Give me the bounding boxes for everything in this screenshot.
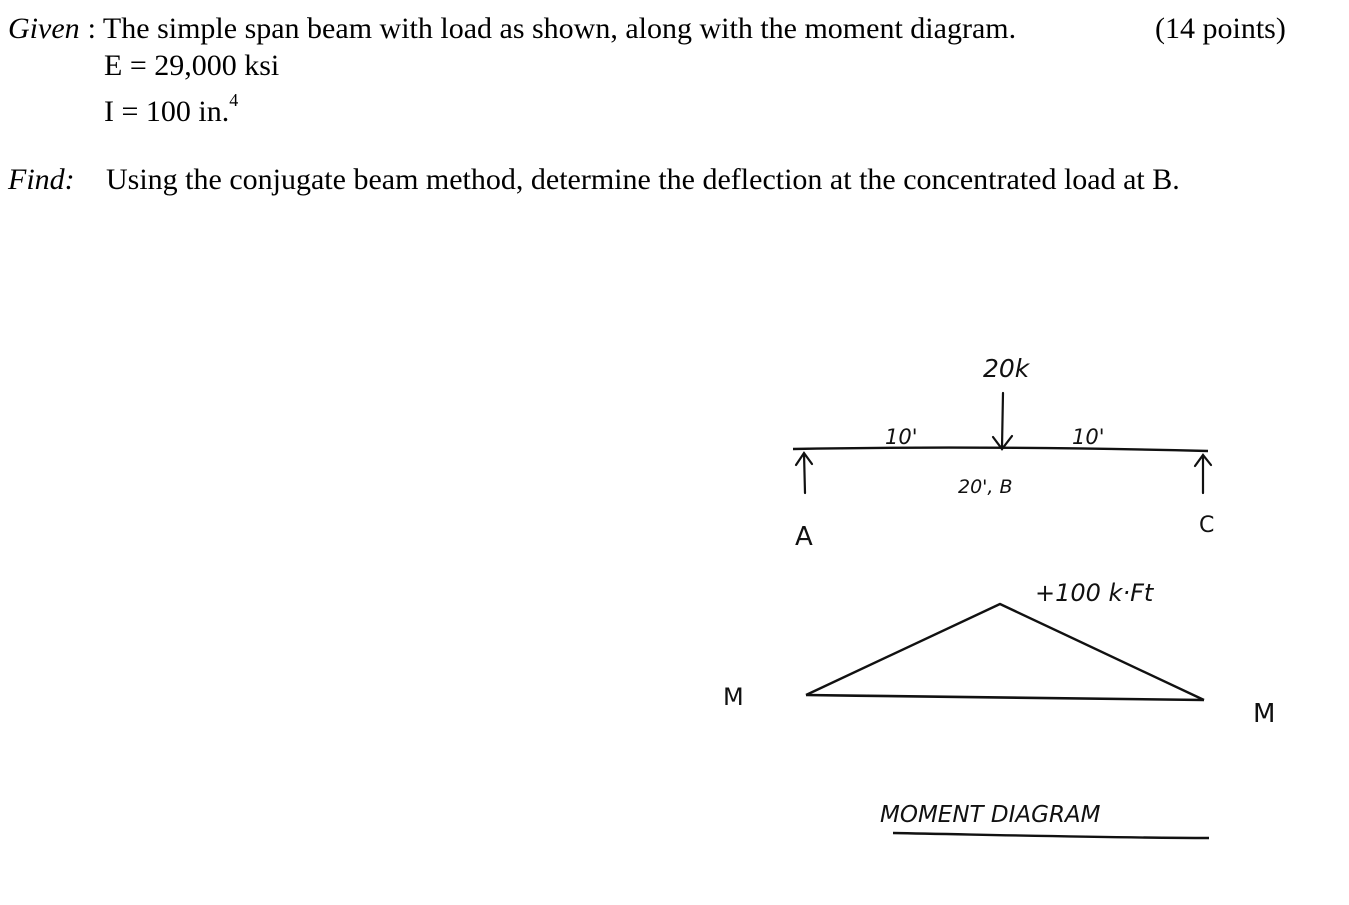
find-text: Using the conjugate beam method, determine the deflection at the concentrated load at B. bbox=[106, 163, 1180, 196]
inertia-value: I = 100 in. bbox=[104, 95, 230, 128]
point-b-label: 20', B bbox=[958, 476, 1013, 498]
diagram-title: MOMENT DIAGRAM bbox=[880, 802, 1101, 828]
points-label: (14 points) bbox=[1155, 12, 1286, 45]
elastic-modulus: E = 29,000 ksi bbox=[104, 49, 280, 82]
left-span-label: 10' bbox=[885, 425, 918, 449]
m-right-label: M bbox=[1253, 699, 1276, 729]
find-label: Find: bbox=[8, 163, 75, 196]
right-span-label: 10' bbox=[1072, 425, 1105, 449]
m-left-label: M bbox=[723, 683, 744, 711]
moment-triangle bbox=[806, 604, 1204, 700]
load-arrow bbox=[993, 393, 1012, 449]
reaction-arrow-c bbox=[1195, 455, 1211, 493]
given-label: Given bbox=[8, 12, 80, 45]
moment-baseline bbox=[806, 695, 1204, 700]
given-text: : The simple span beam with load as shown, along with the moment diagram. bbox=[87, 12, 1017, 45]
support-c-label: C bbox=[1199, 513, 1215, 538]
moment-value-label: +100 k·Ft bbox=[1035, 579, 1154, 607]
load-label: 20k bbox=[983, 354, 1030, 383]
reaction-arrow-a bbox=[796, 453, 812, 493]
inertia-exponent: 4 bbox=[229, 90, 239, 110]
diagram-title-underline bbox=[893, 833, 1209, 838]
support-a-label: A bbox=[795, 522, 813, 552]
